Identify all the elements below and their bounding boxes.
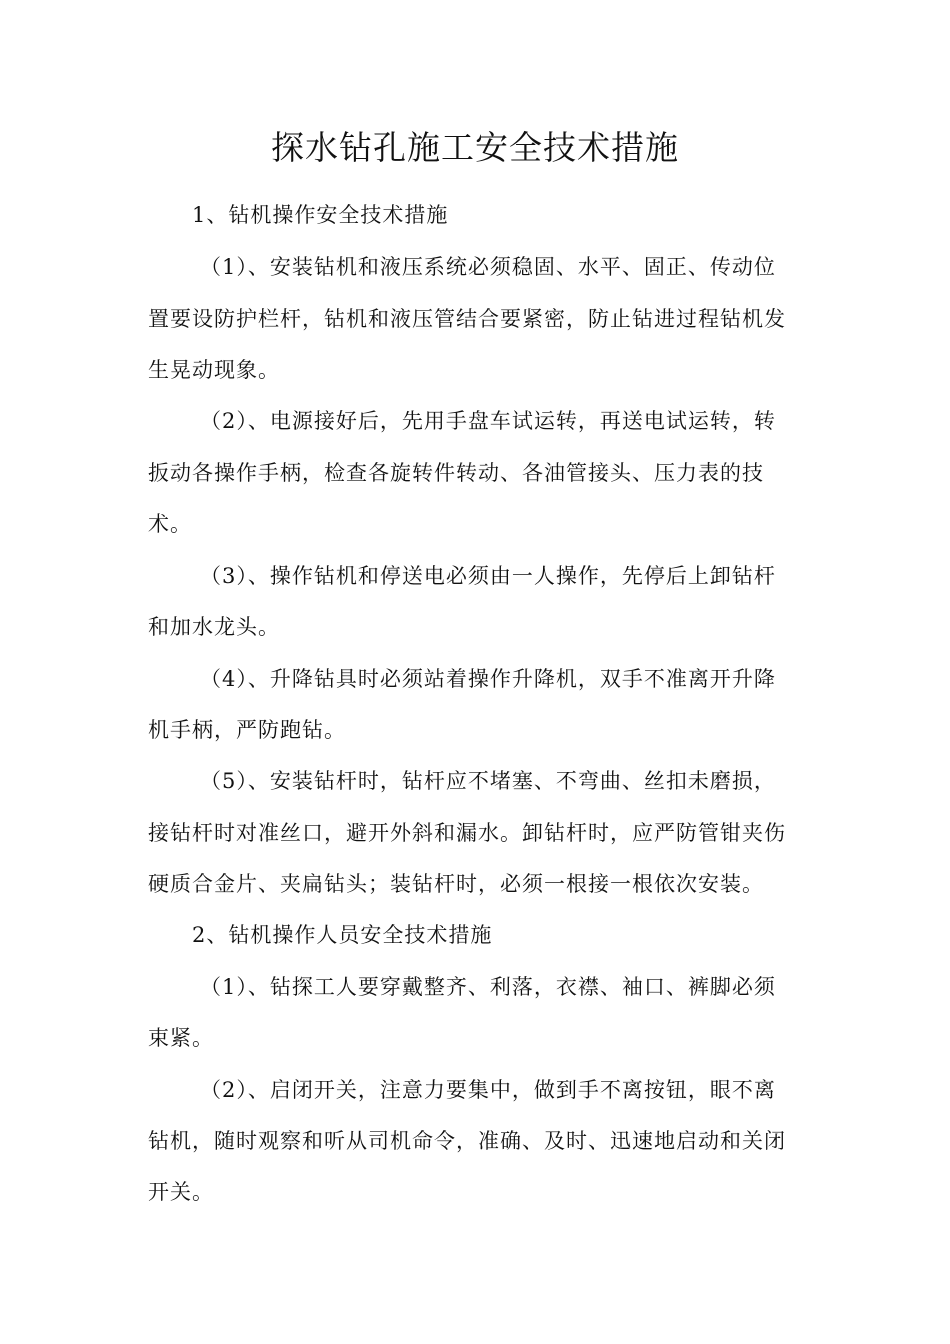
document-title: 探水钻孔施工安全技术措施: [271, 128, 679, 167]
paragraph-1-line-1: （1）、安装钻机和液压系统必须稳固、水平、固正、传动位: [200, 255, 776, 279]
paragraph-5-line-2: 接钻杆时对准丝口，避开外斜和漏水。卸钻杆时，应严防管钳夹伤: [148, 821, 786, 845]
paragraph-7-line-2: 钻机，随时观察和听从司机命令，准确、及时、迅速地启动和关闭: [148, 1129, 786, 1153]
paragraph-7-line-3: 开关。: [148, 1180, 214, 1204]
paragraph-3-line-2: 和加水龙头。: [148, 615, 280, 639]
paragraph-3-line-1: （3）、操作钻机和停送电必须由一人操作，先停后上卸钻杆: [200, 564, 776, 588]
paragraph-5-line-3: 硬质合金片、夹扁钻头；装钻杆时，必须一根接一根依次安装。: [148, 872, 764, 896]
paragraph-6-line-2: 束紧。: [148, 1026, 214, 1050]
paragraph-2-line-1: （2）、电源接好后，先用手盘车试运转，再送电试运转，转: [200, 409, 776, 433]
section-heading-1: 1、钻机操作安全技术措施: [192, 203, 449, 227]
paragraph-5-line-1: （5）、安装钻杆时，钻杆应不堵塞、不弯曲、丝扣未磨损，: [200, 769, 776, 793]
section-heading-2: 2、钻机操作人员安全技术措施: [192, 923, 493, 947]
paragraph-4-line-1: （4）、升降钻具时必须站着操作升降机，双手不准离开升降: [200, 667, 776, 691]
paragraph-2-line-2: 扳动各操作手柄，检查各旋转件转动、各油管接头、压力表的技: [148, 461, 764, 485]
paragraph-6-line-1: （1）、钻探工人要穿戴整齐、利落，衣襟、袖口、裤脚必须: [200, 975, 776, 999]
paragraph-1-line-2: 置要设防护栏杆，钻机和液压管结合要紧密，防止钻进过程钻机发: [148, 307, 786, 331]
paragraph-4-line-2: 机手柄，严防跑钻。: [148, 718, 346, 742]
paragraph-1-line-3: 生晃动现象。: [148, 358, 280, 382]
paragraph-2-line-3: 术。: [148, 512, 192, 536]
paragraph-7-line-1: （2）、启闭开关，注意力要集中，做到手不离按钮，眼不离: [200, 1078, 776, 1102]
